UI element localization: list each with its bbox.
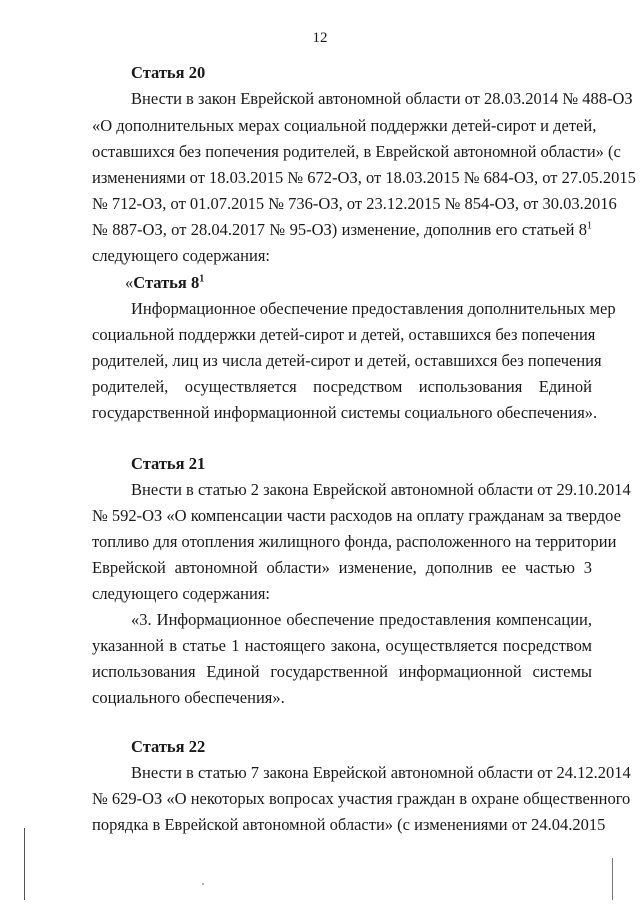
article-22-line-1: Внести в статью 7 закона Еврейской автономной области от 24.12.2014 xyxy=(131,763,631,782)
article-20-superscript: 1 xyxy=(587,220,592,232)
article-20-line-7: следующего содержания: xyxy=(92,246,271,265)
scan-speck xyxy=(202,883,204,885)
article-21-line-8: использования Единой государственной информационной системы xyxy=(92,662,592,681)
article-21-line-6: «3. Информационное обеспечение предоставления компенсации, xyxy=(131,610,592,629)
article-21-line-5: следующего содержания: xyxy=(92,584,271,603)
inner-article-heading-text: Статья 8 xyxy=(133,273,200,292)
article-20-line-6 xyxy=(92,220,592,240)
article-20-line-3: оставшихся без попечения родителей, в Еврейской автономной области» (с xyxy=(92,142,621,161)
article-20-line-6-text: № 887-ОЗ, от 28.04.2017 № 95-ОЗ) изменение, дополнив его статьей 8 xyxy=(92,220,587,239)
article-20-line-5: № 712-ОЗ, от 01.07.2015 № 736-ОЗ, от 23.12.2015 № 854-ОЗ, от 30.03.2016 xyxy=(92,194,617,213)
scan-edge-line xyxy=(612,858,613,900)
inner-article-line-3: родителей, лиц из числа детей-сирот и детей, оставшихся без попечения xyxy=(92,351,602,370)
article-20-heading: Статья 20 xyxy=(131,63,206,82)
page-number: 12 xyxy=(312,30,328,46)
inner-article-superscript: 1 xyxy=(199,273,205,285)
article-20-line-4: изменениями от 18.03.2015 № 672-ОЗ, от 18.03.2015 № 684-ОЗ, от 27.05.2015 xyxy=(92,168,636,187)
article-21-line-4: Еврейской автономной области» изменение, дополнив ее частью 3 xyxy=(92,558,592,577)
article-20-line-2: «О дополнительных мерах социальной поддержки детей-сирот и детей, xyxy=(92,116,597,135)
article-22-line-2: № 629-ОЗ «О некоторых вопросах участия граждан в охране общественного xyxy=(92,789,631,808)
article-21-line-3: топливо для отопления жилищного фонда, расположенного на территории xyxy=(92,532,617,551)
article-22-line-3: порядка в Еврейской автономной области» (с изменениями от 24.04.2015 xyxy=(92,815,606,834)
article-21-heading: Статья 21 xyxy=(131,454,206,473)
inner-article-heading xyxy=(125,273,204,293)
article-21-line-2: № 592-ОЗ «О компенсации части расходов на оплату гражданам за твердое xyxy=(92,506,621,525)
article-21-line-7: указанной в статье 1 настоящего закона, осуществляется посредством xyxy=(92,636,592,655)
article-21-line-9: социального обеспечения». xyxy=(92,688,285,707)
inner-article-line-4: родителей, осуществляется посредством использования Единой xyxy=(92,377,592,396)
article-20-line-1: Внести в закон Еврейской автономной области от 28.03.2014 № 488-ОЗ xyxy=(131,89,633,108)
opening-quote: « xyxy=(125,273,134,292)
scan-margin-line xyxy=(24,828,25,900)
inner-article-line-5: государственной информационной системы социального обеспечения». xyxy=(92,403,598,422)
inner-article-line-2: социальной поддержки детей-сирот и детей, оставшихся без попечения xyxy=(92,325,596,344)
article-22-heading: Статья 22 xyxy=(131,737,206,756)
inner-article-line-1: Информационное обеспечение предоставления дополнительных мер xyxy=(131,299,616,318)
article-21-line-1: Внести в статью 2 закона Еврейской автономной области от 29.10.2014 xyxy=(131,480,631,499)
